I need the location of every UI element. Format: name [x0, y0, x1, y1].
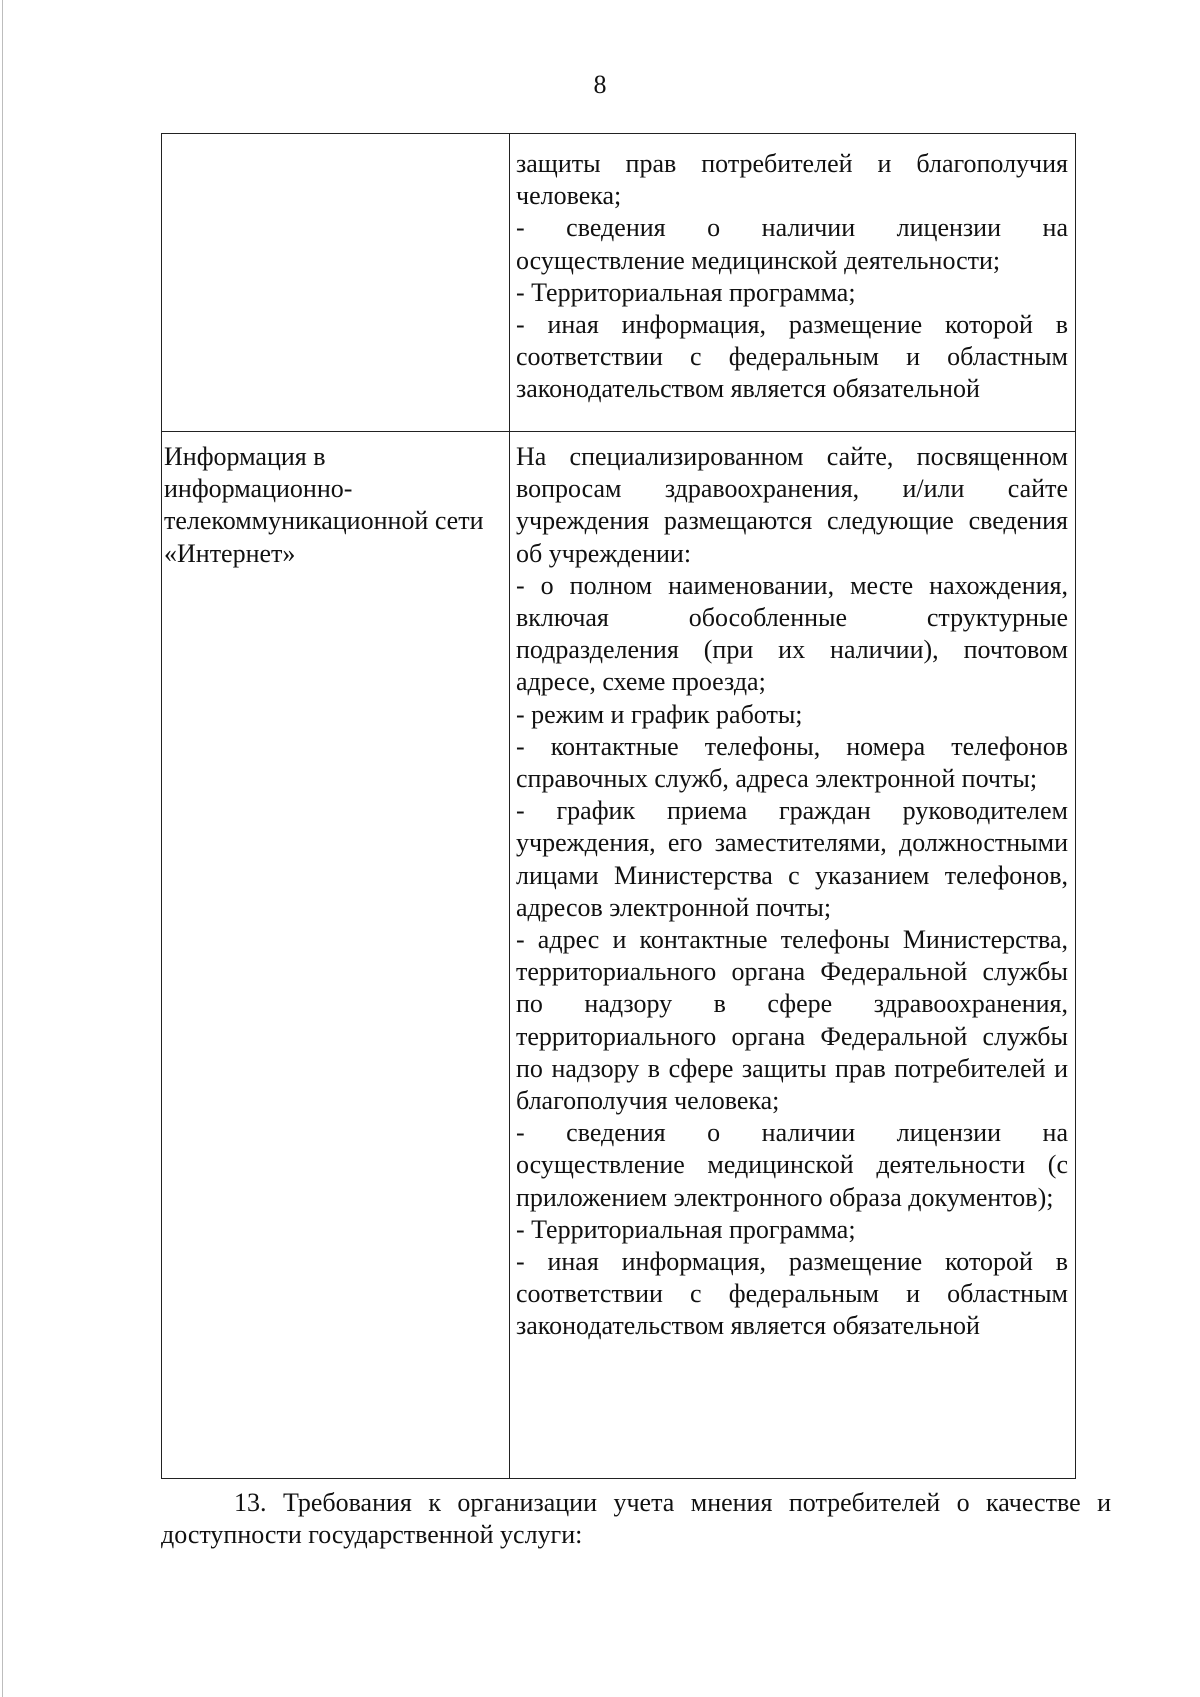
list-item: - о полном наименовании, месте нахождения, включая обособленные структурные подразделения (при их наличии), почтовом адресе, схеме проезда; [516, 570, 1068, 697]
info-table [161, 133, 1076, 1479]
table-cell-right [510, 432, 1076, 1479]
list-item: - сведения о наличии лицензии на осуществление медицинской деятельности; [516, 213, 1068, 275]
list-item: - адрес и контактные телефоны Министерства, территориального органа Федеральной службы по надзору в сфере здравоохранения, территориального органа Федеральной службы по надзору в сфере защиты прав потребителей и благополучия человека; [516, 925, 1068, 1116]
list-item: - иная информация, размещение которой в соответствии с федеральным и областным законодательством является обязательной [516, 1247, 1068, 1341]
table-row [162, 134, 1076, 432]
list-item: На специализированном сайте, посвященном вопросам здравоохранения, и/или сайте учреждения размещаются следующие сведения об учреждении: [516, 442, 1068, 568]
section-13-text: 13. Требования к организации учета мнения потребителей о качестве и доступности государственной услуги: [161, 1488, 1111, 1549]
page-number: 8 [593, 70, 607, 99]
section-13 [161, 1487, 1111, 1551]
scan-margin-line [2, 0, 3, 1697]
table-cell-left [162, 432, 510, 1479]
row-heading: Информация в информационно-телекоммуникационной сети «Интернет» [164, 442, 484, 568]
table-cell-left [162, 134, 510, 432]
table-row [162, 432, 1076, 1479]
list-item: - режим и график работы; [516, 699, 803, 729]
list-item: - контактные телефоны, номера телефонов справочных служб, адреса электронной почты; [516, 731, 1068, 794]
table-cell-right [510, 134, 1076, 432]
list-item: - Территориальная программа; [516, 277, 856, 307]
list-item: - иная информация, размещение которой в соответствии с федеральным и областным законодательством является обязательной [516, 310, 1068, 404]
list-item: - сведения о наличии лицензии на осуществление медицинской деятельности (с приложением электронного образа документов); [516, 1118, 1068, 1212]
list-item: - Территориальная программа; [516, 1214, 856, 1244]
list-item: - график приема граждан руководителем учреждения, его заместителями, должностными лицами Министерства с указанием телефонов, адресов электронной почты; [516, 796, 1068, 922]
list-item: защиты прав потребителей и благополучия человека; [516, 149, 1068, 211]
